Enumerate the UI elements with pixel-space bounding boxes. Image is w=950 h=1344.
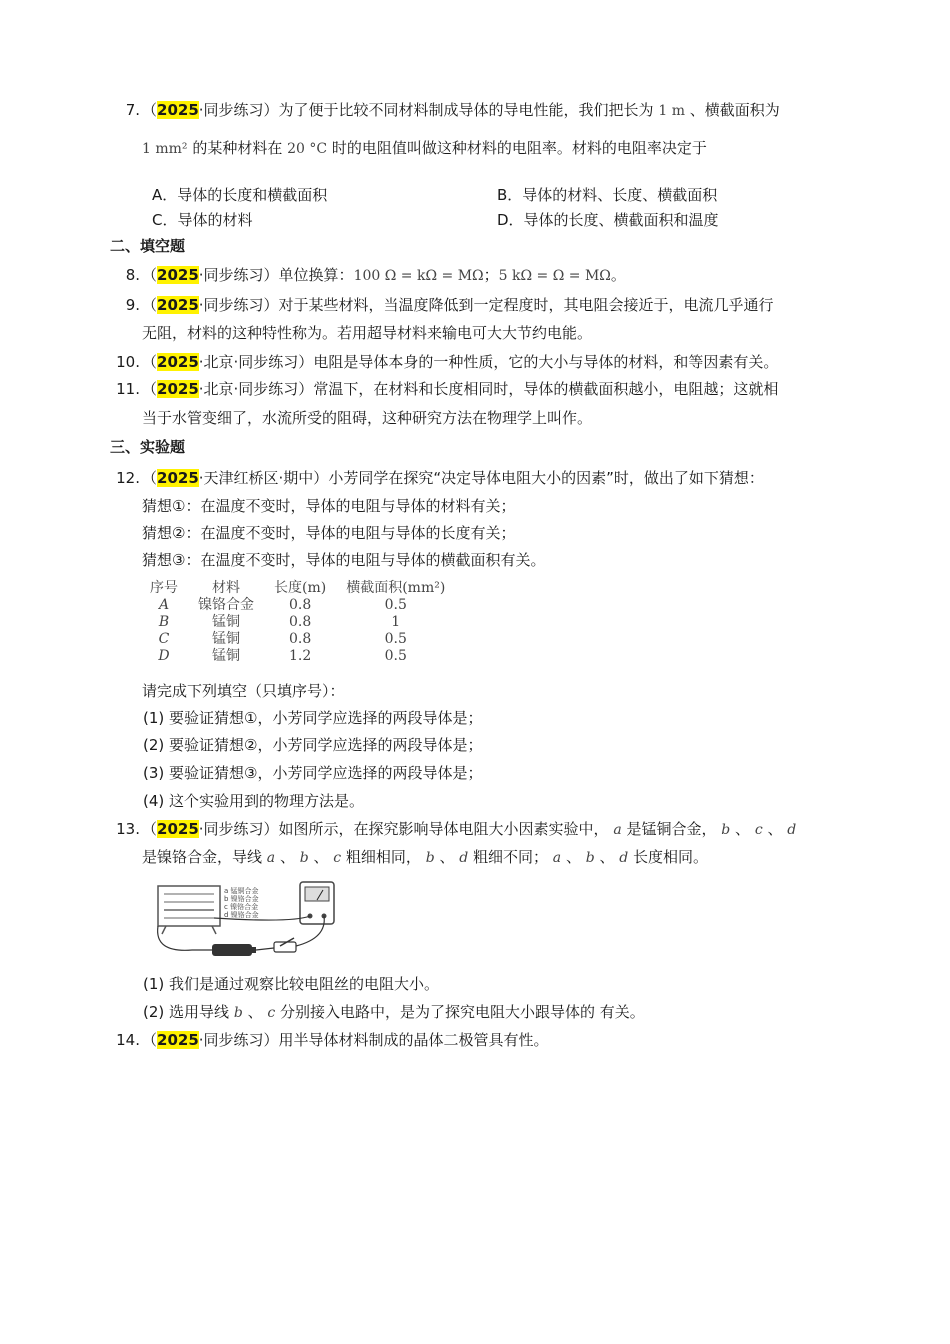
source-tag: ·北京·同步练习） bbox=[198, 380, 314, 398]
table-header: 长度(m) bbox=[274, 580, 327, 596]
question-11-line-1: 11. （2025·北京·同步练习）常温下，在材料和长度相同时，导体的横截面积越小，电阻越；这就相 bbox=[110, 378, 778, 400]
table-row bbox=[140, 614, 455, 631]
question-13-line-1: 13. （2025·同步练习）如图所示，在探究影响导体电阻大小因素实验中， a 是锰铜合金， b 、 c 、 d bbox=[110, 818, 796, 841]
connecting-wire bbox=[158, 926, 212, 950]
table-header: 材料 bbox=[212, 580, 240, 596]
question-13-line-2: 是镍铬合金，导线 a 、 b 、 c 粗细相同， b 、 d 粗细不同； a 、 b 、 d 长度相同。 bbox=[142, 848, 709, 866]
source-tag: ·同步练习） bbox=[198, 1031, 279, 1049]
question-9-line-1: 9. （2025·同步练习）对于某些材料，当温度降低到一定程度时，其电阻会接近于，电流几乎通行 bbox=[110, 294, 774, 316]
circuit-figure bbox=[152, 878, 352, 966]
figure-label: d 镍铬合金 bbox=[224, 911, 259, 919]
question-number: 12. bbox=[116, 469, 140, 487]
table-header: 横截面积(mm²) bbox=[346, 580, 446, 596]
question-11-line-2: 当于水管变细了，水流所受的阻碍，这种研究方法在物理学上叫作。 bbox=[142, 409, 593, 427]
board-leg bbox=[212, 926, 216, 934]
table-cell: 1.2 bbox=[288, 648, 312, 664]
year-highlight: 2025 bbox=[157, 380, 199, 398]
question-12: 12. （2025·天津红桥区·期中）小芳同学在探究“决定导体电阻大小的因素”时，做出了如下猜想： bbox=[110, 467, 764, 489]
question-9-line-2: 无阻，材料的这种特性称为。若用超导材料来输电可大大节约电能。 bbox=[142, 324, 593, 342]
math-temperature: 20 °C bbox=[287, 141, 328, 157]
figure-label: a 锰铜合金 bbox=[224, 887, 259, 895]
table-cell: 0.5 bbox=[384, 597, 407, 613]
table-cell: 锰铜 bbox=[212, 648, 240, 664]
table-cell: A bbox=[158, 597, 170, 613]
table-cell: C bbox=[158, 631, 170, 647]
year-highlight: 2025 bbox=[157, 353, 199, 371]
question-number: 13. bbox=[116, 820, 140, 838]
question-number: 8. bbox=[125, 266, 140, 284]
source-tag: ·北京·同步练习） bbox=[198, 353, 314, 371]
battery bbox=[212, 944, 252, 956]
guess-2: 猜想②：在温度不变时，导体的电阻与导体的长度有关； bbox=[142, 524, 516, 542]
source-tag: ·同步练习） bbox=[198, 296, 279, 314]
source-tag: ·同步练习） bbox=[198, 266, 279, 284]
table-cell: 镍铬合金 bbox=[198, 597, 254, 613]
source-tag: ·同步练习） bbox=[198, 101, 279, 119]
sub-question-2: (2) 要验证猜想②，小芳同学应选择的两段导体是； bbox=[143, 736, 483, 754]
question-number: 14. bbox=[116, 1031, 140, 1049]
option-d: D．导体的长度、横截面积和温度 bbox=[497, 211, 719, 229]
conductor-table bbox=[140, 580, 455, 665]
table-cell: 0.5 bbox=[384, 631, 407, 647]
table-row bbox=[140, 648, 455, 665]
question-number: 11. bbox=[116, 380, 140, 398]
year-highlight: 2025 bbox=[157, 296, 199, 314]
table-cell: 1 bbox=[391, 614, 401, 630]
question-10: 10. （2025·北京·同步练习）电阻是导体本身的一种性质，它的大小与导体的材料，和等因素有关。 bbox=[110, 351, 778, 373]
table-cell: 0.8 bbox=[288, 631, 312, 647]
table-header: 序号 bbox=[150, 580, 178, 596]
question-number: 9. bbox=[125, 296, 140, 314]
question-8: 8. （2025·同步练习）单位换算：100 Ω = kΩ = MΩ；5 kΩ = Ω = MΩ。 bbox=[110, 264, 626, 287]
q13-sub-question-2: (2) 选用导线 b 、 c 分别接入电路中，是为了探究电阻大小跟导体的 有关。 bbox=[143, 1003, 645, 1021]
table-row bbox=[140, 597, 455, 614]
guess-1: 猜想①：在温度不变时，导体的电阻与导体的材料有关； bbox=[142, 497, 516, 515]
fill-instruction: 请完成下列填空（只填序号）： bbox=[142, 682, 345, 700]
option-b: B．导体的材料、长度、横截面积 bbox=[497, 186, 718, 204]
table-cell: 0.5 bbox=[384, 648, 407, 664]
math-area: 1 mm² bbox=[142, 141, 188, 157]
table-cell: 锰铜 bbox=[212, 614, 240, 630]
sub-question-3: (3) 要验证猜想③，小芳同学应选择的两段导体是； bbox=[143, 764, 483, 782]
year-highlight: 2025 bbox=[157, 101, 199, 119]
battery-terminal bbox=[252, 947, 256, 953]
board-leg bbox=[162, 926, 166, 934]
table-cell: B bbox=[158, 614, 170, 630]
section-heading-fill-in: 二、填空题 bbox=[110, 237, 186, 255]
year-highlight: 2025 bbox=[157, 820, 199, 838]
table-row bbox=[140, 631, 455, 648]
year-highlight: 2025 bbox=[157, 1031, 199, 1049]
math-conversion-2: 5 kΩ = Ω = MΩ bbox=[498, 268, 611, 284]
figure-label: c 镍铬合金 bbox=[224, 903, 259, 911]
resistance-board bbox=[158, 886, 220, 926]
table-cell: 0.8 bbox=[288, 614, 312, 630]
figure-label: b 镍铬合金 bbox=[224, 895, 259, 903]
sub-question-4: (4) 这个实验用到的物理方法是。 bbox=[143, 792, 365, 810]
meter-dial bbox=[305, 887, 329, 901]
section-heading-experiment: 三、实验题 bbox=[110, 438, 186, 456]
table-cell: 0.8 bbox=[288, 597, 312, 613]
source-tag: ·天津红桥区·期中） bbox=[198, 469, 329, 487]
question-7-line-1: 7. （2025·同步练习）为了便于比较不同材料制成导体的导电性能，我们把长为 1 m 、横截面积为 bbox=[110, 99, 780, 122]
source-tag: ·同步练习） bbox=[198, 820, 279, 838]
question-number: 10. bbox=[116, 353, 140, 371]
q13-sub-question-1: (1) 我们是通过观察比较电阻丝的电阻大小。 bbox=[143, 975, 440, 993]
option-a: A．导体的长度和横截面积 bbox=[152, 186, 328, 204]
table-cell: 锰铜 bbox=[212, 631, 240, 647]
sub-question-1: (1) 要验证猜想①，小芳同学应选择的两段导体是； bbox=[143, 709, 483, 727]
connecting-wire bbox=[256, 948, 274, 950]
question-14: 14. （2025·同步练习）用半导体材料制成的晶体二极管具有性。 bbox=[110, 1029, 549, 1051]
year-highlight: 2025 bbox=[157, 469, 199, 487]
year-highlight: 2025 bbox=[157, 266, 199, 284]
math-length: 1 m bbox=[658, 103, 685, 119]
table-header-row bbox=[140, 580, 455, 597]
question-7-line-2: 1 mm² 的某种材料在 20 °C 时的电阻值叫做这种材料的电阻率。材料的电阻率决定于 bbox=[142, 139, 707, 157]
table-cell: D bbox=[158, 648, 170, 664]
math-conversion-1: 100 Ω = kΩ = MΩ bbox=[353, 268, 484, 284]
question-number: 7. bbox=[125, 101, 140, 119]
option-c: C．导体的材料 bbox=[152, 211, 253, 229]
guess-3: 猜想③：在温度不变时，导体的电阻与导体的横截面积有关。 bbox=[142, 551, 546, 569]
